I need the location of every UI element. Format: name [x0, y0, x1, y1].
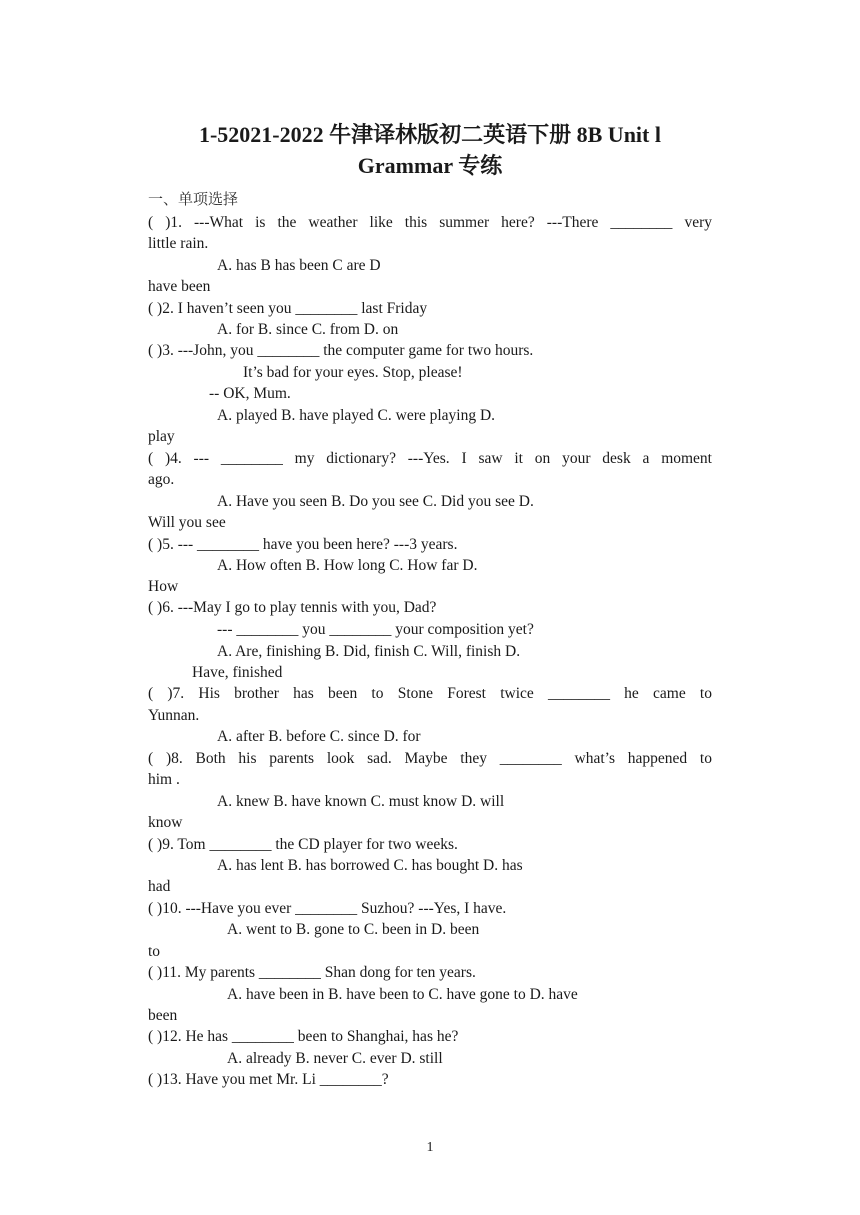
q1-line-1: ( )1. ---What is the weather like this summer here? ---There ________ very — [148, 214, 712, 231]
q7-stem: ( )7. His brother has been to Stone Forest twice ________ he came to — [148, 685, 712, 702]
q12-options: A. already B. never C. ever D. still — [227, 1050, 443, 1067]
q13-stem: ( )13. Have you met Mr. Li ________? — [148, 1071, 389, 1088]
section-heading: 一、单项选择 — [148, 190, 239, 208]
q9-options-cont: had — [148, 878, 171, 895]
q3-stem-line-3: -- OK, Mum. — [209, 385, 291, 402]
q11-options: A. have been in B. have been to C. have gone to D. have — [227, 986, 578, 1003]
q3-stem: ( )3. ---John, you ________ the computer game for two hours. — [148, 342, 534, 359]
q5-options: A. How often B. How long C. How far D. — [217, 557, 478, 574]
q6-stem-line-2: --- ________ you ________ your composition yet? — [217, 621, 534, 638]
q5-options-cont: How — [148, 578, 179, 595]
q10-stem: ( )10. ---Have you ever ________ Suzhou? ---Yes, I have. — [148, 900, 507, 917]
q4-options: A. Have you seen B. Do you see C. Did you see D. — [217, 493, 534, 510]
q1-options-cont: have been — [148, 278, 211, 295]
q5-stem: ( )5. --- ________ have you been here? ---3 years. — [148, 536, 458, 553]
q1-options: A. has B has been C are D — [217, 257, 381, 274]
q11-options-cont: been — [148, 1007, 178, 1024]
page-number: 1 — [426, 1140, 434, 1155]
q4-options-cont: Will you see — [148, 514, 226, 531]
q4-stem: ( )4. --- ________ my dictionary? ---Yes. I saw it on your desk a moment — [148, 450, 712, 467]
q7-options: A. after B. before C. since D. for — [217, 728, 421, 745]
q9-options: A. has lent B. has borrowed C. has bought D. has — [217, 857, 523, 874]
q10-options-cont: to — [148, 943, 161, 960]
q2-options: A. for B. since C. from D. on — [217, 321, 399, 338]
q8-stem: ( )8. Both his parents look sad. Maybe they ________ what’s happened to — [148, 750, 712, 767]
document-title-line-2: Grammar 专练 — [357, 153, 503, 178]
q8-options-cont: know — [148, 814, 183, 831]
q7-stem-cont: Yunnan. — [148, 707, 200, 724]
q1-line-2: little rain. — [148, 235, 209, 252]
q8-stem-cont: him . — [148, 771, 180, 788]
q3-stem-line-2: It’s bad for your eyes. Stop, please! — [243, 364, 463, 381]
q6-options-cont: Have, finished — [192, 664, 283, 681]
q2-stem: ( )2. I haven’t seen you ________ last Friday — [148, 300, 428, 317]
q4-stem-cont: ago. — [148, 471, 175, 488]
q6-stem: ( )6. ---May I go to play tennis with you, Dad? — [148, 599, 437, 616]
q3-options: A. played B. have played C. were playing D. — [217, 407, 496, 424]
q10-options: A. went to B. gone to C. been in D. been — [227, 921, 480, 938]
q6-options: A. Are, finishing B. Did, finish C. Will, finish D. — [217, 643, 521, 660]
q3-options-cont: play — [148, 428, 175, 445]
q9-stem: ( )9. Tom ________ the CD player for two weeks. — [148, 836, 458, 853]
document-title-line-1: 1-52021-2022 牛津译林版初二英语下册 8B Unit l — [198, 122, 661, 147]
q12-stem: ( )12. He has ________ been to Shanghai, has he? — [148, 1028, 459, 1045]
q8-options: A. knew B. have known C. must know D. will — [217, 793, 505, 810]
q11-stem: ( )11. My parents ________ Shan dong for ten years. — [148, 964, 476, 981]
